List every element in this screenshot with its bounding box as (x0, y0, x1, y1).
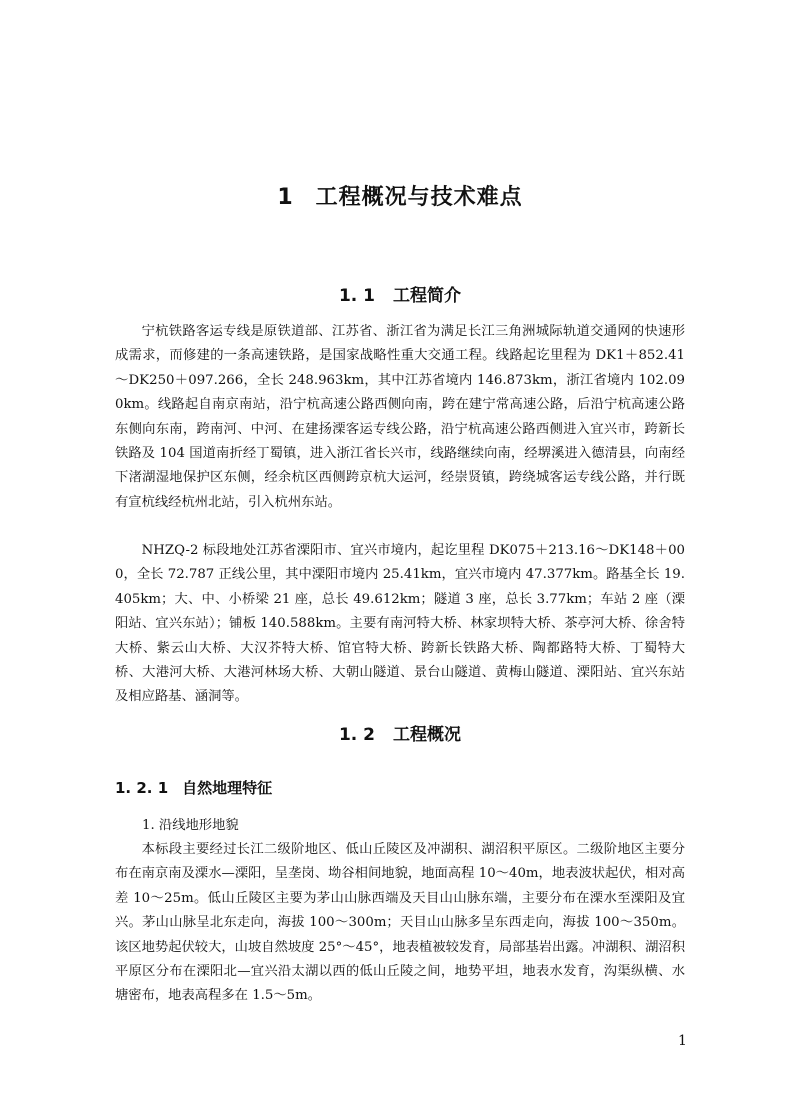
chapter-title-text: 工程概况与技术难点 (315, 185, 523, 210)
chapter-number: 1 (277, 185, 294, 210)
subsection-number: 1. 2. 1 (115, 779, 169, 797)
subsection-heading-1-2-1 (115, 777, 272, 798)
paragraph-bid-section: NHZQ-2 标段地处江苏省溧阳市、宜兴市境内，起讫里程 DK075＋213.16～DK148＋000，全长 72.787 正线公里，其中溧阳市境内 25.41km，宜兴市境内 47.377km。路基全长 19.405km；大、中、小桥梁 21 座，总长 49.612km；隧道 3 座，总长 3.77km；车站 2 座（溧阳站、宜兴东站）；铺板 140.588km。主要有南河特大桥、林家坝特大桥、茶亭河大桥、徐舍特大桥、紫云山大桥、大汉芥特大桥、馆官特大桥、跨新长铁路大桥、陶都路特大桥、丁蜀特大桥、大港河大桥、大港河林场大桥、大朝山隧道、景台山隧道、黄梅山隧道、溧阳站、宜兴东站及相应路基、涵洞等。 (115, 543, 685, 705)
section-heading-1-2 (0, 720, 800, 745)
section-number: 1. 1 (338, 286, 376, 306)
section-heading-1-1 (0, 281, 800, 306)
paragraph-project-intro: 宁杭铁路客运专线是原铁道部、江苏省、浙江省为满足长江三角洲城际轨道交通网的快速形成需求，而修建的一条高速铁路，是国家战略性重大交通工程。线路起讫里程为 DK1＋852.41～DK250＋097.266，全长 248.963km，其中江苏省境内 146.873km，浙江省境内 102.090km。线路起自南京南站，沿宁杭高速公路西侧向南，跨在建宁常高速公路，后沿宁杭高速公路东侧向东南，跨南河、中河、在建扬溧客运专线公路，沿宁杭高速公路西侧进入宜兴市，跨新长铁路及 104 国道南折经丁蜀镇，进入浙江省长兴市，线路继续向南，经堺溪进入德清县，向南经下渚湖湿地保护区东侧，经余杭区西侧跨京杭大运河，经崇贤镇，跨绕城客运专线公路，并行既有宣杭线经杭州北站，引入杭州东站。 (115, 324, 685, 510)
paragraph-terrain: 本标段主要经过长江二级阶地区、低山丘陵区及冲湖积、湖沼积平原区。二级阶地区主要分布在南京南及溧水—溧阳，呈垄岗、坳谷相间地貌，地面高程 10～40m，地表波状起伏，相对高差 10～25m。低山丘陵区主要为茅山山脉西端及天目山山脉东端，主要分布在溧水至溧阳及宜兴。茅山山脉呈北东走向，海拔 100～300m；天目山山脉多呈东西走向，海拔 100～350m。该区地势起伏较大，山坡自然坡度 25°～45°，地表植被较发育，局部基岩出露。冲湖积、湖沼积平原区分布在溧阳北—宜兴沿太湖以西的低山丘陵之间，地势平坦，地表水发育，沟渠纵横、水塘密布，地表高程多在 1.5～5m。 (115, 842, 685, 1004)
section-title: 工程概况 (393, 725, 462, 745)
chapter-title (0, 180, 800, 211)
page-number: 1 (678, 1033, 687, 1049)
section-number: 1. 2 (338, 725, 376, 745)
subsection-title: 自然地理特征 (182, 779, 273, 797)
section-title: 工程简介 (393, 286, 462, 306)
item-label-terrain: 1. 沿线地形地貌 (142, 818, 239, 833)
